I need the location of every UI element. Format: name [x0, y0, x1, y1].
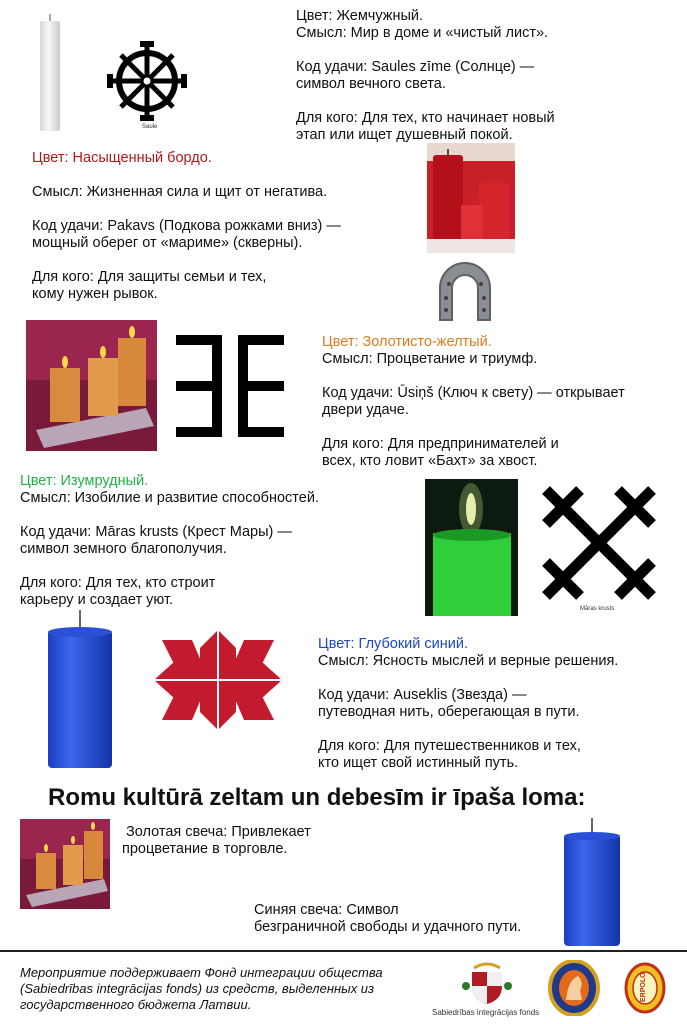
blue-for-line1: Для кого: Для путешественников и тех, [318, 738, 581, 754]
blue-text [318, 636, 618, 772]
gold-for-line1: Для кого: Для предпринимателей и [322, 436, 559, 452]
blue-code-line1: Код удачи: Auseklis (Звезда) — [318, 687, 527, 703]
emerald-text [20, 473, 319, 609]
gold-for-line2: всех, кто ловит «Бахт» за хвост. [322, 453, 538, 469]
footer-line2: (Sabiedrības integrācijas fonds) из средств, выделенных из [20, 981, 375, 996]
pearl-for-line1: Для кого: Для тех, кто начинает новый [296, 110, 555, 126]
blue-code-line2: путеводная нить, оберегающая в пути. [318, 704, 580, 720]
fund-caption: Sabiedrības integrācijas fonds [432, 1008, 540, 1017]
latvia-coat-of-arms-icon [462, 958, 512, 1004]
pearl-text [296, 8, 555, 144]
roma-blue-line1: Синяя свеча: Символ [254, 902, 399, 918]
blue-meaning: Смысл: Ясность мыслей и верные решения. [318, 653, 619, 669]
pearl-color-label: Цвет: Жемчужный. [296, 8, 424, 24]
emerald-color-label: Цвет: Изумрудный. [20, 473, 149, 489]
bordeaux-code-line2: мощный оберег от «мариме» (скверны). [32, 235, 303, 251]
roma-gold-line1: Золотая свеча: Привлекает [126, 824, 311, 840]
blue-color-label: Цвет: Глубокий синий. [318, 636, 468, 652]
pearl-code-line1: Код удачи: Saules zīme (Солнце) — [296, 59, 535, 75]
footer-line3: государственного бюджета Латвии. [20, 997, 252, 1012]
erpolo-badge-text: ERPOLO [640, 972, 647, 1002]
roma-gold-candles-photo [20, 819, 110, 909]
pakavs-horseshoe-icon [432, 254, 498, 324]
pearl-for-line2: этап или ищет душевный покой. [296, 127, 513, 143]
saules-zime-sun-symbol-icon [106, 40, 188, 122]
gold-meaning: Смысл: Процветание и триумф. [322, 351, 538, 367]
bordeaux-for-line1: Для кого: Для защиты семьи и тех, [32, 269, 267, 285]
gold-code-line2: двери удаче. [322, 402, 409, 418]
pearl-candle-image [38, 14, 62, 132]
footer-text [20, 965, 383, 1013]
saule-caption: Saule [142, 124, 158, 130]
roma-blue-text [254, 902, 521, 936]
usins-key-to-light-symbol-icon [176, 335, 284, 437]
emerald-code-line2: символ земного благополучия. [20, 541, 227, 557]
emerald-for-line2: карьеру и создает уют. [20, 592, 174, 608]
roma-heading: Romu kultūrā zeltam un debesīm ir īpaša loma: [48, 784, 586, 811]
bordeaux-meaning: Смысл: Жизненная сила и щит от негатива. [32, 184, 328, 200]
roma-gold-text [122, 824, 311, 858]
bordeaux-for-line2: кому нужен рывок. [32, 286, 158, 302]
blue-candle-image [46, 610, 114, 768]
bordeaux-candles-photo [427, 143, 515, 253]
gold-color-label: Цвет: Золотисто-желтый. [322, 334, 492, 350]
footer-line1: Мероприятие поддерживает Фонд интеграции общества [20, 965, 383, 980]
emerald-meaning: Смысл: Изобилие и развитие способностей. [20, 490, 319, 506]
emerald-candle-photo [425, 479, 518, 616]
pearl-meaning: Смысл: Мир в доме и «чистый лист». [296, 25, 549, 41]
emerald-code-line1: Код удачи: Māras krusts (Крест Мары) — [20, 524, 292, 540]
bordeaux-color-label: Цвет: Насыщенный бордо. [32, 150, 212, 166]
roma-blue-line2: безграничной свободы и удачного пути. [254, 919, 522, 935]
auseklis-star-symbol-icon [154, 630, 282, 730]
bordeaux-code-line1: Код удачи: Pakavs (Подкова рожками вниз) — [32, 218, 341, 234]
bordeaux-text [32, 150, 341, 303]
roma-blue-candle-image [562, 818, 622, 946]
maras-krusts-caption: Māras krusts [580, 606, 615, 612]
emerald-for-line1: Для кого: Для тех, кто строит [20, 575, 216, 591]
gold-code-line1: Код удачи: Ūsiņš (Ключ к свету) — открывает [322, 385, 625, 401]
maras-krusts-cross-symbol-icon [540, 484, 658, 602]
roma-gold-line2: процветание в торговле. [122, 841, 288, 857]
pearl-code-line2: символ вечного света. [296, 76, 446, 92]
blue-for-line2: кто ищет свой истинный путь. [318, 755, 519, 771]
gold-text [322, 334, 625, 470]
gold-candles-photo [26, 320, 157, 451]
footer-divider [0, 950, 687, 952]
horse-emblem-logo-icon [548, 960, 600, 1016]
